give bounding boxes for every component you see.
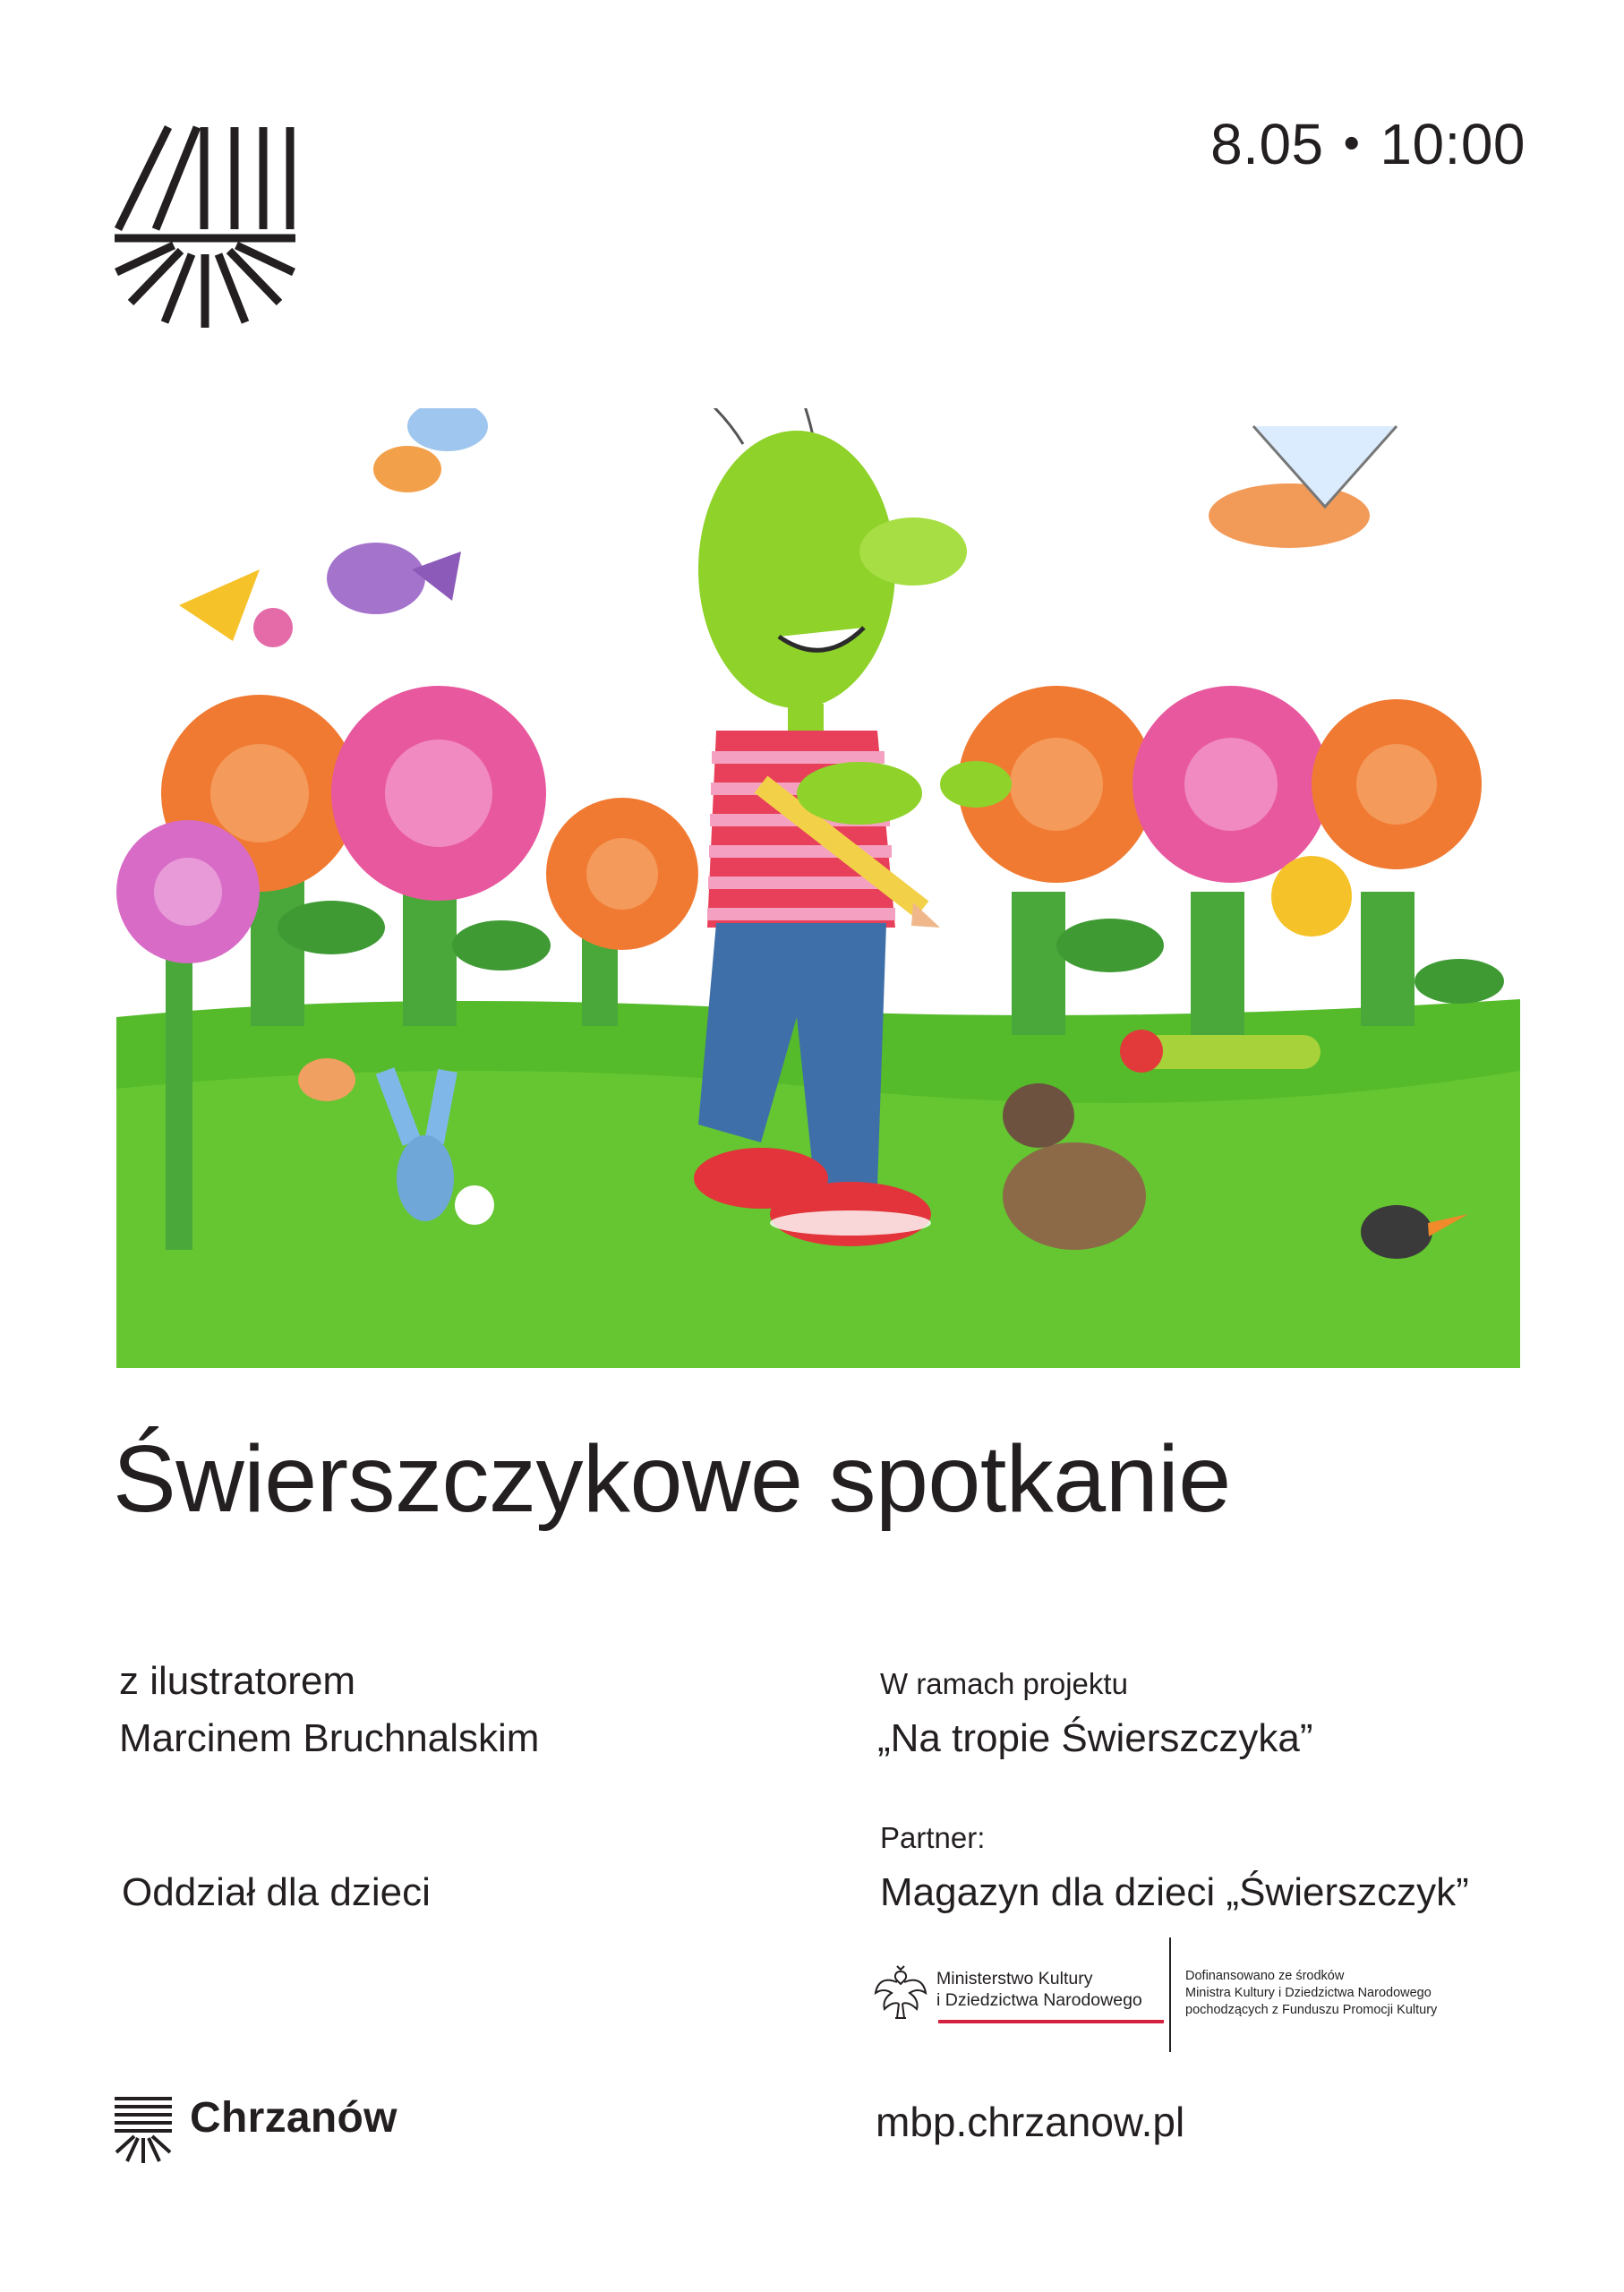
event-title: Świerszczykowe spotkanie — [113, 1426, 1231, 1532]
partner-label: Partner: — [880, 1821, 986, 1854]
funding-line2: Ministra Kultury i Dziedzictwa Narodowego — [1185, 1986, 1432, 2000]
ministry-name-line2: i Dziedzictwa Narodowego — [936, 1990, 1142, 2010]
bird-small-left — [298, 1058, 355, 1101]
divider — [1169, 1937, 1171, 2052]
funding-line3: pochodzących z Funduszu Promocji Kultury — [1185, 2003, 1438, 2017]
chrzanow-sun-logo-icon — [115, 2095, 172, 2163]
date-separator: • — [1343, 117, 1361, 169]
event-time: 10:00 — [1380, 112, 1526, 176]
funding-line1: Dofinansowano ze środków — [1185, 1969, 1345, 1983]
ministry-logo-block — [872, 1937, 1499, 2052]
ministry-name-line1: Ministerstwo Kultury — [936, 1969, 1093, 1988]
website-link[interactable]: mbp.chrzanow.pl — [876, 2099, 1185, 2145]
funding-note — [1185, 1968, 1508, 2019]
event-date-time — [1110, 107, 1526, 180]
illustrator-name: Marcinem Bruchnalskim — [119, 1716, 540, 1760]
caterpillar — [1120, 1030, 1321, 1073]
city-name: Chrzanów — [190, 2094, 397, 2142]
library-sun-logo-icon — [115, 124, 295, 328]
illustrator-intro: z ilustratorem — [119, 1659, 356, 1703]
project-intro: W ramach projektu — [880, 1667, 1128, 1700]
venue-branch: Oddział dla dzieci — [122, 1870, 431, 1914]
ministry-name — [936, 1968, 1169, 2011]
polish-eagle-emblem-icon — [872, 1963, 929, 2025]
ministry-accent-line — [938, 2020, 1164, 2023]
flower-yellow — [1271, 856, 1352, 936]
project-name: „Na tropie Świerszczyka” — [877, 1716, 1313, 1760]
partner-name: Magazyn dla dzieci „Świerszczyk” — [880, 1870, 1469, 1914]
cricket-illustration — [116, 408, 1520, 1368]
event-date: 8.05 — [1210, 112, 1324, 176]
